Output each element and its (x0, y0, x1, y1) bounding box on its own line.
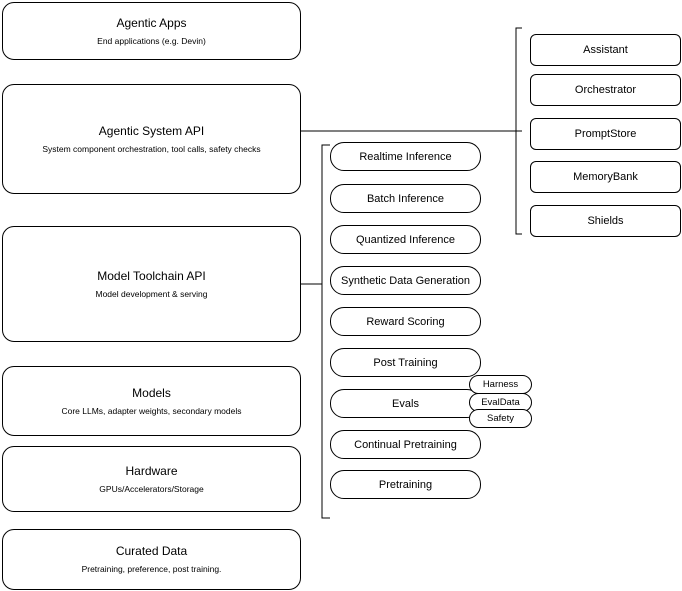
layer-title: Models (132, 385, 171, 400)
component-batch-inference (330, 184, 481, 213)
component-label: EvalData (481, 397, 520, 408)
layer-subtitle: System component orchestration, tool calls, safety checks (42, 143, 261, 154)
component-label: Evals (392, 397, 419, 410)
component-promptstore (530, 118, 681, 150)
component-harness (469, 375, 532, 394)
layer-title: Agentic System API (98, 123, 205, 138)
component-label: MemoryBank (573, 171, 638, 183)
component-evals (330, 389, 481, 418)
component-orchestrator (530, 74, 681, 106)
component-label: Harness (482, 379, 519, 390)
component-reward-scoring (330, 307, 481, 336)
component-label: Reward Scoring (366, 315, 445, 328)
component-shields (530, 205, 681, 237)
component-label: Continual Pretraining (354, 438, 457, 451)
component-realtime-inference (330, 142, 481, 171)
component-quantized-inference (330, 225, 481, 254)
component-label: Realtime Inference (359, 150, 452, 163)
component-label: Post Training (373, 356, 438, 369)
component-assistant (530, 34, 681, 66)
layer-subtitle: GPUs/Accelerators/Storage (99, 483, 204, 494)
layer-model-toolchain-api (2, 226, 301, 342)
component-label: Quantized Inference (355, 233, 456, 246)
component-safety (469, 409, 532, 428)
layer-title: Agentic Apps (116, 15, 187, 30)
component-label: Safety (487, 413, 514, 424)
component-post-training (330, 348, 481, 377)
component-label: Batch Inference (366, 192, 445, 205)
component-continual-pretraining (330, 430, 481, 459)
component-label: PromptStore (574, 128, 637, 140)
component-label: Shields (587, 215, 624, 227)
component-label: Orchestrator (574, 84, 637, 96)
layer-models (2, 366, 301, 436)
layer-hardware (2, 446, 301, 512)
layer-title: Hardware (125, 463, 178, 478)
layer-subtitle: End applications (e.g. Devin) (97, 35, 206, 46)
layer-title: Curated Data (115, 544, 188, 558)
layer-title: Model Toolchain API (97, 268, 206, 283)
component-pretraining (330, 470, 481, 499)
component-label: Synthetic Data Generation (340, 274, 471, 287)
component-label: Assistant (583, 44, 628, 56)
layer-subtitle: Pretraining, preference, post training. (81, 564, 222, 574)
component-label: Pretraining (378, 478, 433, 491)
layer-agentic-apps (2, 2, 301, 60)
component-memorybank (530, 161, 681, 193)
layer-subtitle: Core LLMs, adapter weights, secondary models (61, 405, 242, 416)
layer-curated-data (2, 529, 301, 590)
layer-agentic-system-api (2, 84, 301, 194)
component-synthetic-data-generation (330, 266, 481, 295)
layer-subtitle: Model development & serving (95, 288, 208, 299)
